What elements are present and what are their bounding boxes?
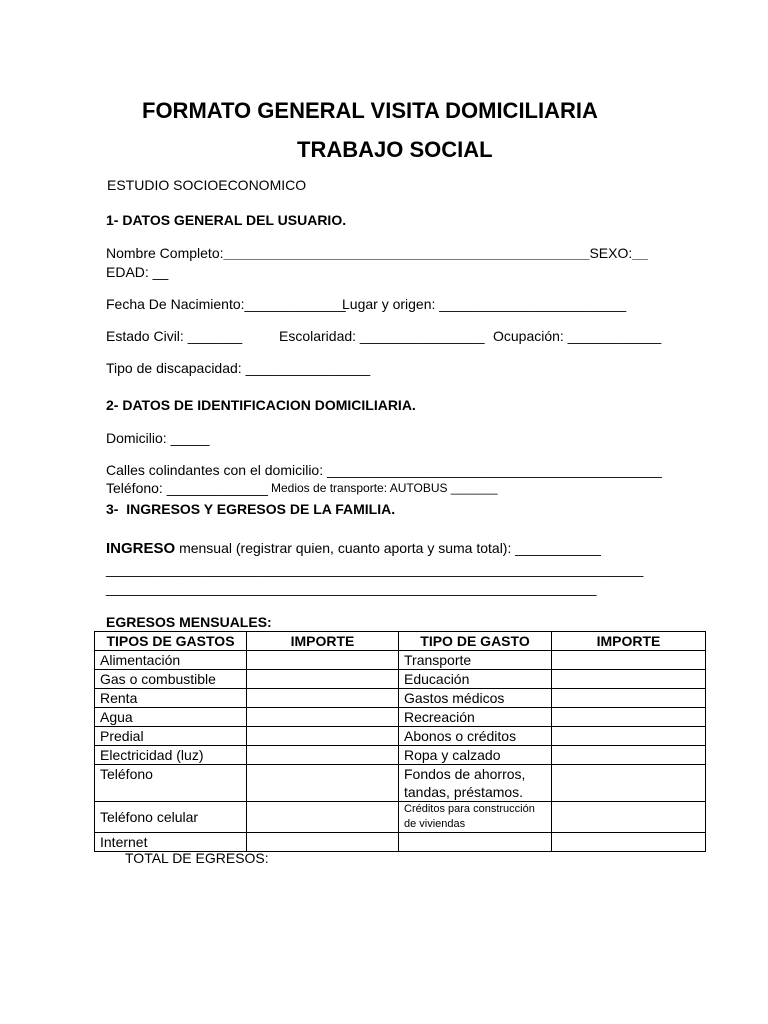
gasto-label xyxy=(399,833,552,852)
ingreso-field[interactable] xyxy=(106,540,601,557)
table-row xyxy=(95,746,706,765)
importe-cell[interactable] xyxy=(552,765,706,802)
study-heading: ESTUDIO SOCIOECONOMICO xyxy=(107,177,307,193)
header-importe-2: IMPORTE xyxy=(552,632,706,651)
estado-civil-field[interactable]: Estado Civil: _______ xyxy=(106,328,243,344)
table-row xyxy=(95,833,706,852)
importe-cell[interactable] xyxy=(247,727,399,746)
sexo-label: SEXO: xyxy=(589,245,633,261)
table-row xyxy=(95,727,706,746)
importe-cell[interactable] xyxy=(552,651,706,670)
importe-cell[interactable] xyxy=(552,727,706,746)
gasto-label: Agua xyxy=(95,708,247,727)
importe-cell[interactable] xyxy=(247,670,399,689)
ingreso-line-2[interactable]: _______________________________________________________________ xyxy=(106,580,597,596)
gasto-label: Renta xyxy=(95,689,247,708)
ingreso-label: INGRESO xyxy=(106,540,176,557)
table-row xyxy=(95,708,706,727)
importe-cell[interactable] xyxy=(552,802,706,833)
egresos-heading: EGRESOS MENSUALES: xyxy=(106,614,272,630)
importe-cell[interactable] xyxy=(247,765,399,802)
sexo-line: __ xyxy=(632,245,648,261)
total-egresos-label: TOTAL DE EGRESOS: xyxy=(125,850,269,866)
document-title: FORMATO GENERAL VISITA DOMICILIARIA xyxy=(142,98,598,123)
escolaridad-field[interactable]: Escolaridad: ________________ xyxy=(279,328,485,344)
domicilio-field[interactable]: Domicilio: _____ xyxy=(106,430,210,446)
importe-cell[interactable] xyxy=(552,708,706,727)
nombre-line: _______________________________________________ xyxy=(223,245,590,261)
gasto-label: Educación xyxy=(399,670,552,689)
header-tipos-de-gastos: TIPOS DE GASTOS xyxy=(95,632,247,651)
importe-cell[interactable] xyxy=(552,746,706,765)
gasto-label: Abonos o créditos xyxy=(399,727,552,746)
gasto-label: Teléfono celular xyxy=(95,802,247,833)
lugar-origen-field[interactable]: Lugar y origen: ________________________ xyxy=(342,296,627,312)
section3-heading: 3- INGRESOS Y EGRESOS DE LA FAMILIA. xyxy=(106,501,396,517)
importe-cell[interactable] xyxy=(247,708,399,727)
table-row xyxy=(95,765,706,802)
gasto-label: Electricidad (luz) xyxy=(95,746,247,765)
importe-cell[interactable] xyxy=(247,689,399,708)
gasto-label: Alimentación xyxy=(95,651,247,670)
importe-cell[interactable] xyxy=(247,833,399,852)
importe-cell[interactable] xyxy=(552,833,706,852)
importe-cell[interactable] xyxy=(552,689,706,708)
importe-cell[interactable] xyxy=(247,746,399,765)
discapacidad-field[interactable]: Tipo de discapacidad: ________________ xyxy=(106,360,371,376)
importe-cell[interactable] xyxy=(247,651,399,670)
gasto-label: Recreación xyxy=(399,708,552,727)
gasto-label: Fondos de ahorros, tandas, préstamos. xyxy=(399,765,552,802)
section1-heading: 1- DATOS GENERAL DEL USUARIO. xyxy=(106,212,347,228)
header-importe-1: IMPORTE xyxy=(247,632,399,651)
table-row xyxy=(95,802,706,833)
table-row xyxy=(95,670,706,689)
egresos-table xyxy=(94,631,706,852)
gasto-label: Ropa y calzado xyxy=(399,746,552,765)
gasto-label: Predial xyxy=(95,727,247,746)
transporte-field[interactable]: Medios de transporte: AUTOBUS _______ xyxy=(271,481,498,495)
calles-field[interactable]: Calles colindantes con el domicilio: ___________________________________________ xyxy=(106,462,662,478)
edad-field[interactable]: EDAD: __ xyxy=(106,264,169,280)
gasto-label: Gastos médicos xyxy=(399,689,552,708)
gasto-label: Créditos para construcción de viviendas xyxy=(399,802,552,833)
gasto-label: Gas o combustible xyxy=(95,670,247,689)
importe-cell[interactable] xyxy=(552,670,706,689)
telefono-field[interactable]: Teléfono: _____________ xyxy=(106,480,268,496)
ingreso-line-1[interactable]: _____________________________________________________________________ xyxy=(106,561,644,577)
document-subtitle: TRABAJO SOCIAL xyxy=(297,137,493,162)
section2-heading: 2- DATOS DE IDENTIFICACION DOMICILIARIA. xyxy=(106,397,416,413)
gasto-label: Teléfono xyxy=(95,765,247,802)
ocupacion-field[interactable]: Ocupación: ____________ xyxy=(493,328,662,344)
gasto-label: Internet xyxy=(95,833,247,852)
table-header-row xyxy=(95,632,706,651)
header-tipo-de-gasto: TIPO DE GASTO xyxy=(399,632,552,651)
table-row xyxy=(95,651,706,670)
nombre-label: Nombre Completo: xyxy=(106,245,224,261)
fecha-nacimiento-field[interactable]: Fecha De Nacimiento:_____________ xyxy=(106,296,346,312)
nombre-field[interactable] xyxy=(106,245,648,261)
gasto-label: Transporte xyxy=(399,651,552,670)
ingreso-text: mensual (registrar quien, cuanto aporta y suma total): ___________ xyxy=(175,540,601,556)
table-row xyxy=(95,689,706,708)
importe-cell[interactable] xyxy=(247,802,399,833)
